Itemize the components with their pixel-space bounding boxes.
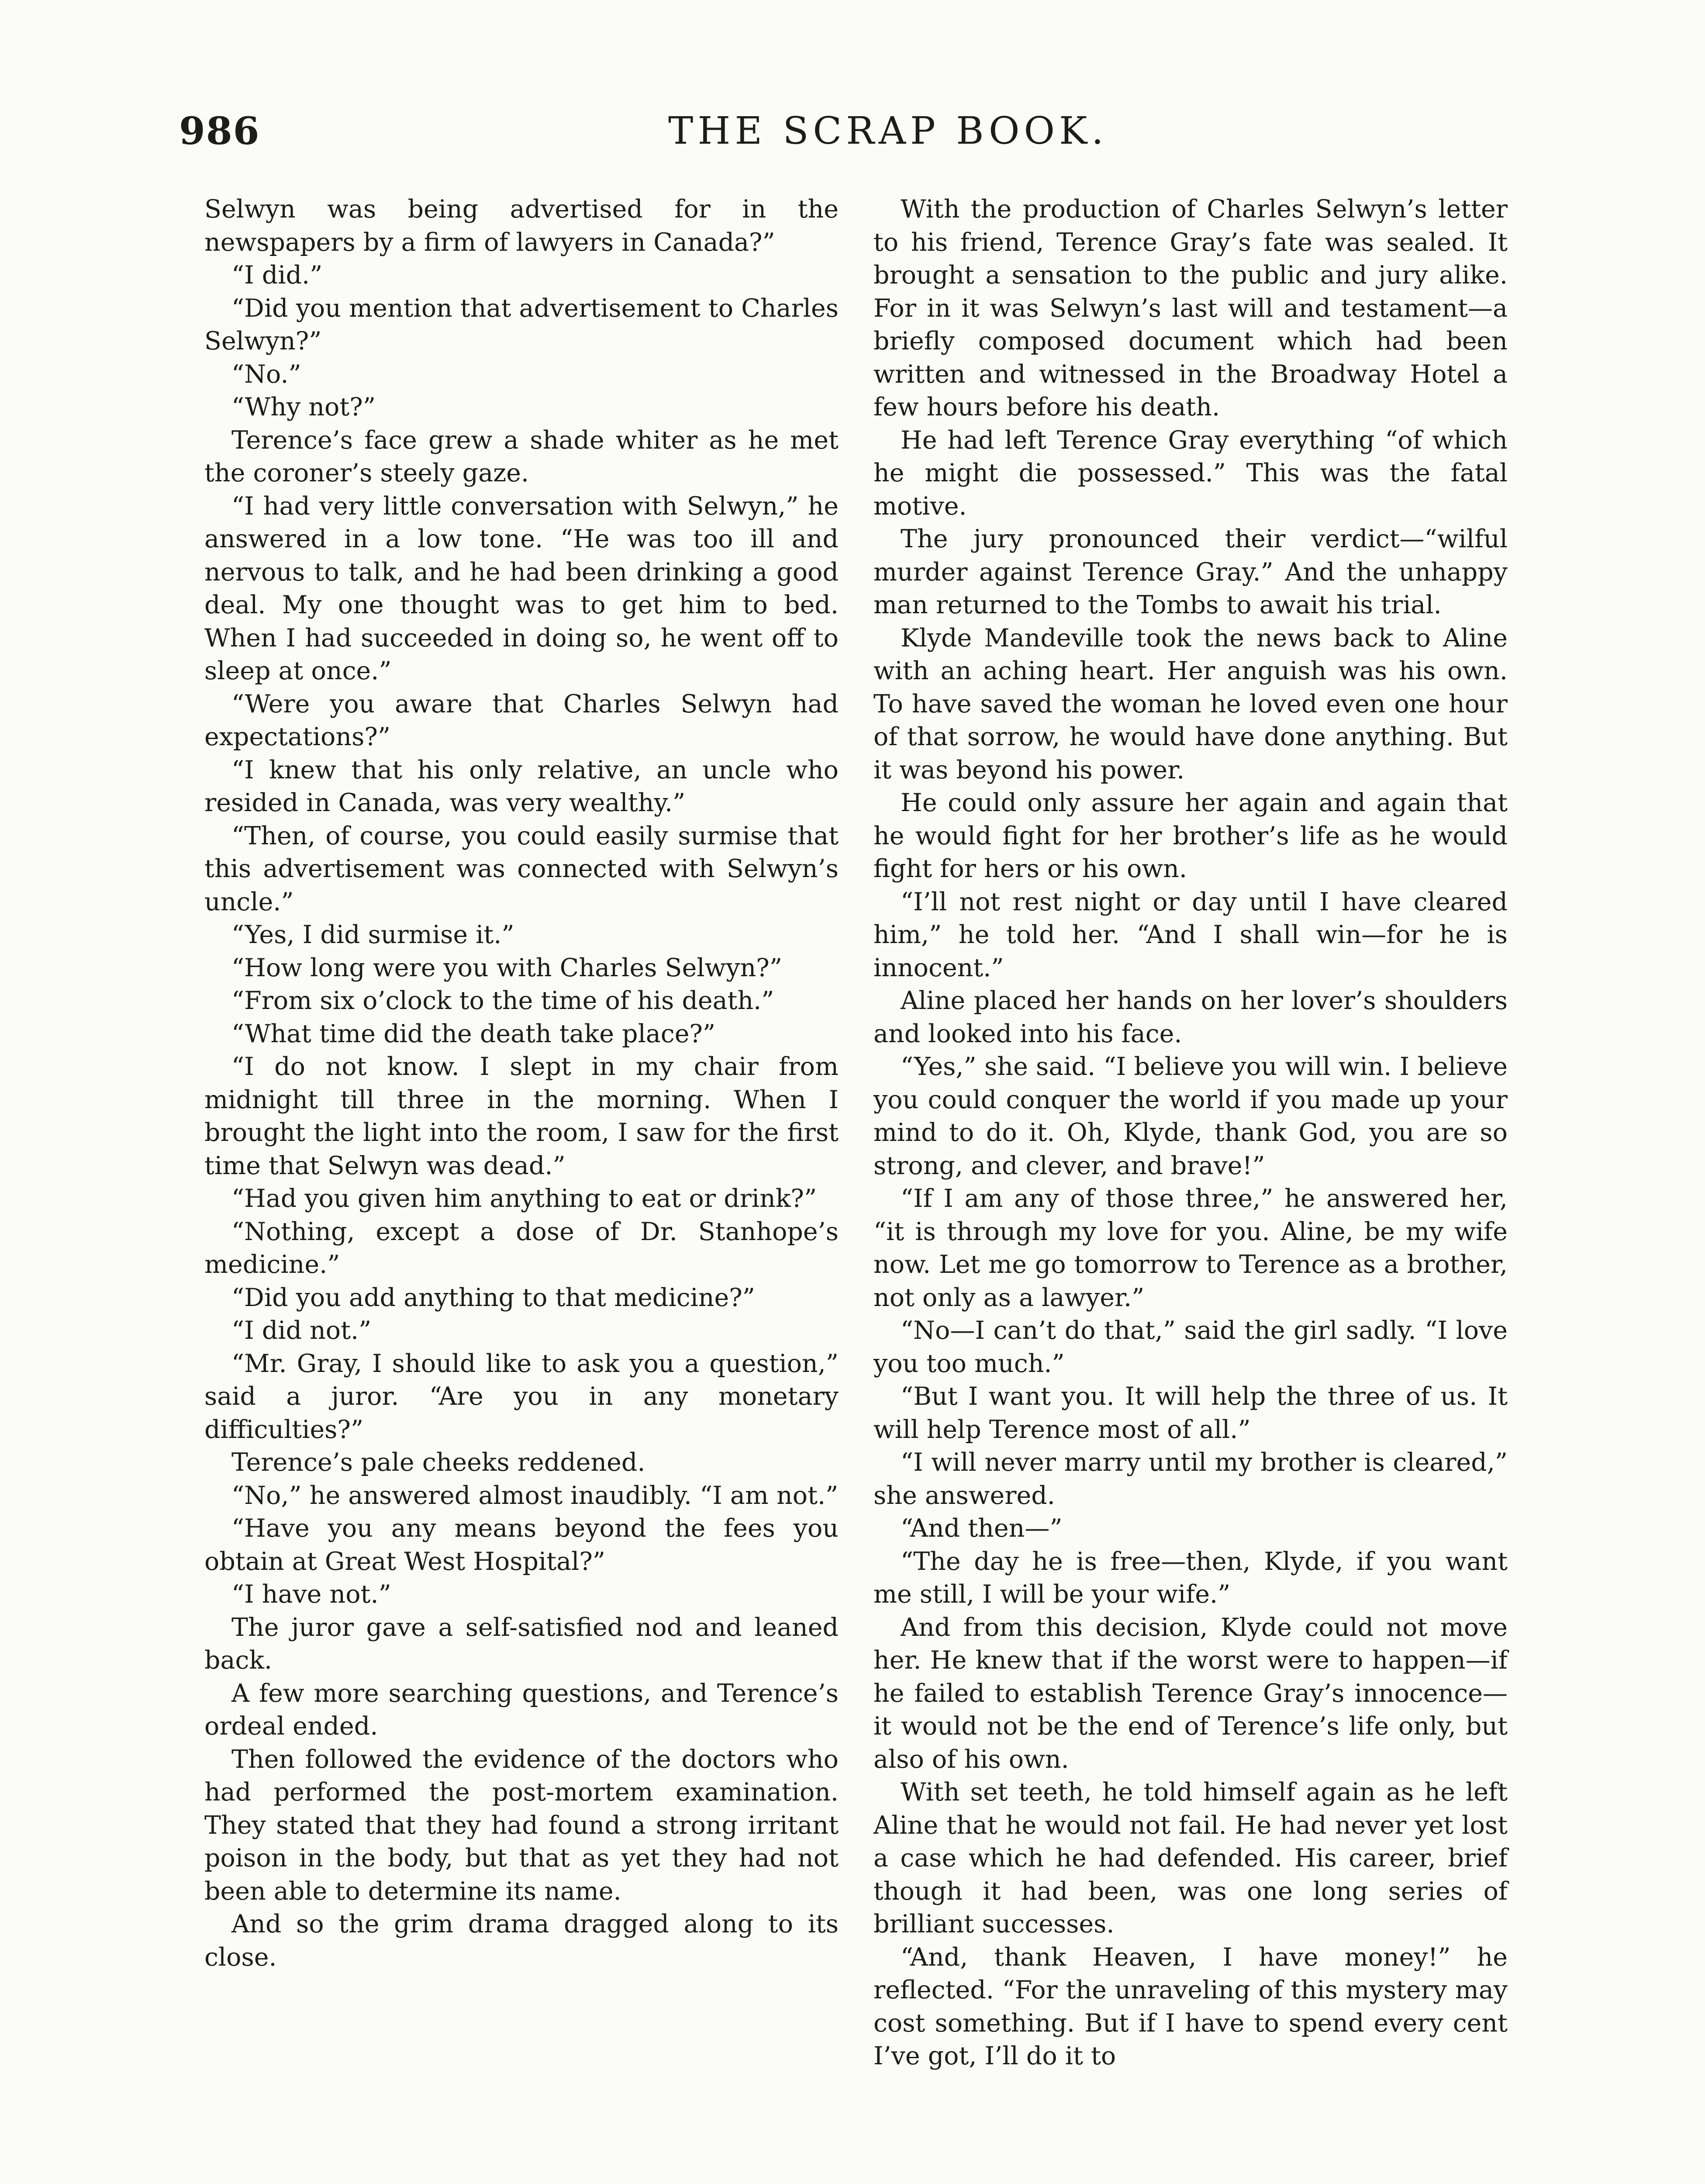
paragraph: The juror gave a self-satisfied nod and leaned back. [204, 1613, 839, 1675]
paragraph: “Mr. Gray, I should like to ask you a question,” said a juror. “Are you in any monetary difficulties?” [204, 1349, 839, 1444]
paragraph: With set teeth, he told himself again as he left Aline that he would not fail. He had never yet lost a case which he had defended. His career, brief though it had been, was one long series of brilliant successes. [873, 1778, 1508, 1939]
paragraph: “And, thank Heaven, I have money!” he reflected. “For the unraveling of this mystery may cost something. But if I have to spend every cent I’ve got, I’ll do it to [873, 1942, 1508, 2070]
paragraph: A few more searching questions, and Terence’s ordeal ended. [204, 1679, 839, 1741]
paragraph: “Yes, I did surmise it.” [231, 920, 514, 949]
paragraph: “I knew that his only relative, an uncle who resided in Canada, was very wealthy.” [204, 755, 839, 817]
paragraph: “What time did the death take place?” [231, 1019, 716, 1048]
paragraph: “Yes,” she said. “I believe you will win. I believe you could conquer the world if you made up your mind to do it. Oh, Klyde, thank God, you are so strong, and clever, and brave!” [873, 1052, 1508, 1180]
paragraph: “If I am any of those three,” he answered her, “it is through my love for you. Aline, be my wife now. Let me go tomorrow to Terence as a brother, not only as a lawyer.” [873, 1184, 1508, 1312]
paragraph: “Had you given him anything to eat or drink?” [231, 1184, 817, 1213]
left-column [204, 193, 839, 1974]
paragraph: “I do not know. I slept in my chair from midnight till three in the morning. When I brought the light into the room, I saw for the first time that Selwyn was dead.” [204, 1052, 839, 1180]
paragraph: He had left Terence Gray everything “of which he might die possessed.” This was the fatal motive. [873, 425, 1508, 521]
paragraph: And so the grim drama dragged along to its close. [204, 1910, 839, 1972]
paragraph: Klyde Mandeville took the news back to Aline with an aching heart. Her anguish was his own. To have saved the woman he loved even one hour of that sorrow, he would have done anything. But it was beyond his power. [873, 623, 1508, 784]
paragraph: “But I want you. It will help the three of us. It will help Terence most of all.” [873, 1382, 1508, 1444]
paragraph: Then followed the evidence of the doctors who had performed the post-mortem examination. They stated that they had found a strong irritant poison in the body, but that as yet they had not been able to determine its name. [204, 1745, 839, 1906]
paragraph: “No—I can’t do that,” said the girl sadly. “I love you too much.” [873, 1316, 1508, 1378]
paragraph: “From six o’clock to the time of his death.” [231, 986, 774, 1015]
paragraph: He could only assure her again and again that he would fight for her brother’s life as he would fight for hers or his own. [873, 788, 1508, 883]
paragraph: “Nothing, except a dose of Dr. Stanhope’s medicine.” [204, 1217, 839, 1279]
paragraph: “I will never marry until my brother is cleared,” she answered. [873, 1448, 1508, 1510]
paragraph: “I did.” [231, 261, 323, 290]
page-number: 986 [179, 109, 260, 153]
paragraph: “I’ll not rest night or day until I have cleared him,” he told her. “And I shall win—for he is innocent.” [873, 887, 1508, 982]
paragraph: “Have you any means beyond the fees you obtain at Great West Hospital?” [204, 1514, 839, 1576]
running-title: THE SCRAP BOOK. [668, 109, 1108, 153]
paragraph: “Were you aware that Charles Selwyn had expectations?” [204, 689, 839, 751]
paragraph: “Then, of course, you could easily surmise that this advertisement was connected with Selwyn’s uncle.” [204, 821, 839, 916]
paragraph: “No.” [231, 359, 301, 389]
paragraph: “How long were you with Charles Selwyn?” [231, 953, 782, 982]
paragraph: “Did you add anything to that medicine?” [231, 1283, 755, 1312]
paragraph: “I have not.” [231, 1580, 391, 1609]
paragraph: The jury pronounced their verdict—“wilful murder against Terence Gray.” And the unhappy man returned to the Tombs to await his trial. [873, 525, 1508, 619]
paragraph: With the production of Charles Selwyn’s letter to his friend, Terence Gray’s fate was sealed. It brought a sensation to the public and jury alike. For in it was Selwyn’s last will and testament—a briefly composed document which had been written and witnessed in the Broadway Hotel a few hours before his death. [873, 195, 1508, 422]
paragraph: “No,” he answered almost inaudibly. “I am not.” [231, 1481, 839, 1510]
paragraph: “And then—” [901, 1514, 1063, 1543]
paragraph: “I did not.” [231, 1316, 372, 1345]
paragraph: “I had very little conversation with Selwyn,” he answered in a low tone. “He was too ill and nervous to talk, and he had been drinking a good deal. My one thought was to get him to bed. When I had succeeded in doing so, he went off to sleep at once.” [204, 491, 839, 685]
paragraph: “The day he is free—then, Klyde, if you want me still, I will be your wife.” [873, 1547, 1508, 1609]
paragraph: Selwyn was being advertised for in the newspapers by a firm of lawyers in Canada?” [204, 195, 839, 257]
paragraph: And from this decision, Klyde could not move her. He knew that if the worst were to happen—if he failed to establish Terence Gray’s innocence—it would not be the end of Terence’s life only, but also of his own. [873, 1613, 1508, 1774]
paragraph: Aline placed her hands on her lover’s shoulders and looked into his face. [873, 986, 1508, 1048]
paragraph: Terence’s face grew a shade whiter as he met the coroner’s steely gaze. [204, 425, 839, 487]
right-column [873, 193, 1508, 2073]
paragraph: “Did you mention that advertisement to Charles Selwyn?” [204, 294, 839, 356]
page-header [179, 109, 1524, 170]
paragraph: Terence’s pale cheeks reddened. [231, 1448, 645, 1477]
paragraph: “Why not?” [231, 393, 376, 422]
